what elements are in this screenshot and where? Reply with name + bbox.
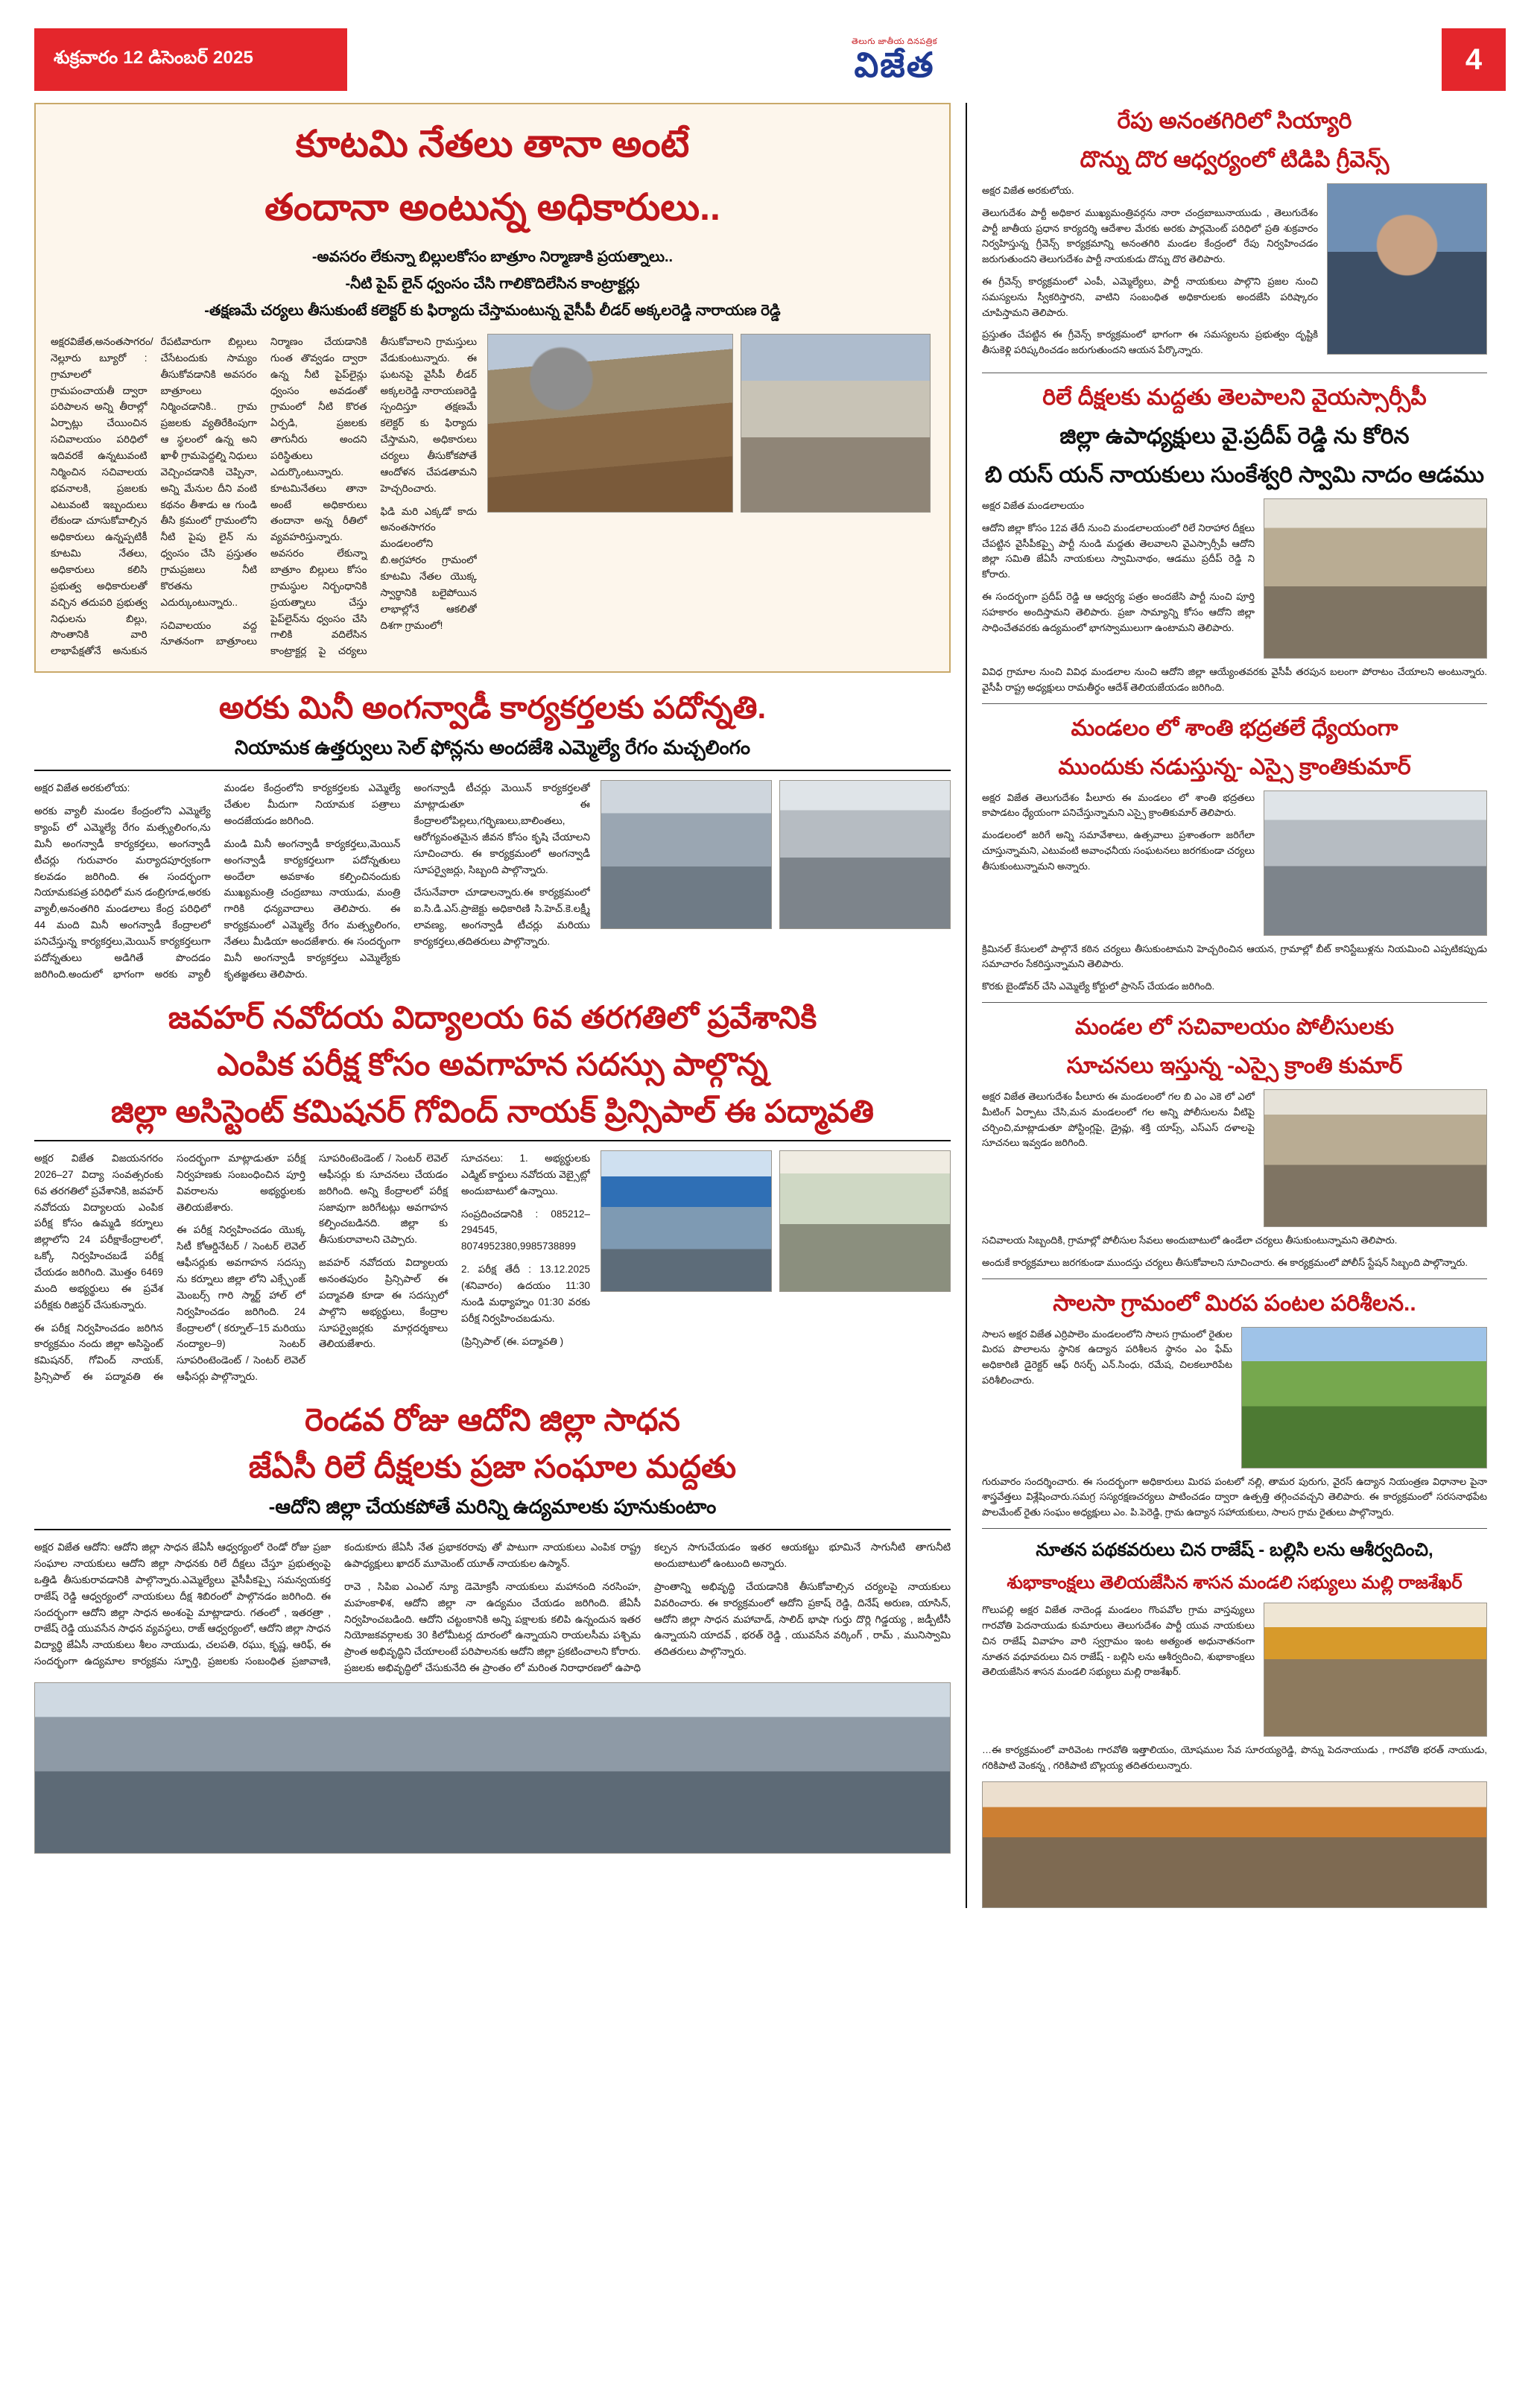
anganwadi-body-para-1: అక్షర విజేత అరకులోయ: [34, 782, 130, 794]
lead-story [34, 103, 951, 673]
tdp-grievance-story [982, 106, 1487, 365]
chilli-crop-inspection-photo [1241, 1327, 1487, 1468]
navodaya-note-1: సూచనలు: 1. అభ్యర్థులకు ఎడ్మిట్ కార్డులు నవోదయ వెబ్సైట్లో అందుబాటులో ఉన్నాయి. [461, 1152, 590, 1197]
wedding-headline-line2: శుభాకాంక్షలు తెలియజేసిన శాసన మండలి సభ్యులు మల్లి రాజశేఖర్ [1007, 1572, 1463, 1593]
si-peace-body-para-0: అక్షర విజేత తెలుగుదేశం పీలూరు ఈ మండలం లో శాంతి భద్రతలు కాపాడటం ధ్యేయంగా పనిచేస్తున్నామని ఎస్సై క్రాంతికుమార్ తెలిపారు. [982, 791, 1255, 819]
anganwadi-body-para-2: అరకు వ్యాలీ మండల కేంద్రంలోని ఎమ్మెల్యే క్యాంప్ లో ఎమ్మెల్యే రేగం మత్స్యలింగం,ను మినీ అంగన్వాడీ కార్యకర్తలు, అంగన్వాడీ టీచర్లు గురువారం మర్యాదపూర్వకంగా కలవడం జరిగింది. ఈ సందర్భంగా నియామకపత్ర పరిధిలో మన డంబ్రిగూడ,అరకు వ్యాలీ,అనంతగిరి మండలాలు కేంద్ర పరిధిలో 44 మంది మినీ అంగన్వాడీ కేంద్రాలలో పనిచేస్తున్న కార్యకర్తలు,మెయిన్ కార్యకర్తలుగా పదోన్నతులు అడిగితే పొందడం జరిగింది.అందులో భాగంగా అరకు వ్యాలీ మండల కేంద్రంలోని కార్యకర్తలకు ఎమ్మెల్యే చేతుల మీదుగా నియామక పత్రాలు అందజేయడం జరిగింది. [34, 782, 401, 980]
page-number: 4 [1442, 28, 1506, 91]
si-sachivalayam-headline-line2: సూచనలు ఇస్తున్న -ఎస్సై క్రాంతి కుమార్ [1066, 1053, 1403, 1078]
anganwadi-story [34, 686, 951, 982]
si-peace-body-para-2: క్రిమినల్ కేసులలో పాల్గొనే కఠిన చర్యలు తీసుకుంటామని హెచ్చరించిన ఆయన, గ్రామాల్లో బీట్ కానిస్టేబుళ్లను నియమించి ఎప్పటికప్పుడు సమాచారం సేకరిస్తున్నామని తెలిపారు. [982, 942, 1487, 970]
tdp-body-para-2: ఈ గ్రీవెన్స్ కార్యక్రమంలో ఎంపీ, ఎమ్మెల్యేలు, పార్టీ నాయకులు పాల్గొని ప్రజల నుంచి సమస్యలను స్వీకరిస్తారని, వాటిని సంబంధిత అధికారులకు అందజేసి పరిష్కారం చూపిస్తామని తెలిపారు. [982, 275, 1318, 318]
tdp-body-para-1: తెలుగుదేశం పార్టీ అధికార ముఖ్యమంత్రివర్గను నారా చంద్రబాబునాయుడు , తెలుగుదేశం పార్టీ జాతీయ ప్రధాన కార్యదర్శి ఆదేశాల మేరకు అరకు పార్లమెంట్ పరిధిలో ప్రతి శుక్రవారం నిర్వహిస్తున్న గ్రీవెన్స్ కార్యక్రమాన్ని అనంతగిరి మండల కేంద్రంలో రేపు నిర్వహించడం జరుగుతుందని తెలుగుదేశం పార్టీ నాయకుడు దొన్ను దొర తెలిపారు. [982, 206, 1318, 265]
anganwadi-workers-photo [601, 780, 772, 929]
anganwadi-headline: అరకు మినీ అంగన్వాడీ కార్యకర్తలకు పదోన్నతి. [218, 690, 767, 726]
sachivalayam-excavation-photo [487, 334, 733, 513]
masthead [34, 28, 1506, 91]
navodaya-headline-line3: జిల్లా అసిస్టెంట్ కమిషనర్ గోవింద్ నాయక్ ప్రిన్సిపాల్ ఈ పద్మావతి [110, 1093, 875, 1129]
adoni-headline-line2: జేఏసీ రిలే దీక్షలకు ప్రజా సంఘాల మద్దతు [248, 1449, 737, 1485]
si-sachivalayam-body-para-0: అక్షర విజేత తెలుగుదేశం పీలూరు ఈ మండలంలో గల బి ఎం ఎకె లో ఎలో మీటింగ్ ఏర్పాటు చేసి,మన మండలంలో గల అన్ని పోలీసులను వీటిపై చర్చించి,మాట్లాడుతూ పోస్టింగ్లపై, డ్రైవ్లు, శక్తి యాప్స్, ఎస్ఎస్ దళాలపై సూచనలు ఇవ్వడం జరిగింది. [982, 1090, 1255, 1149]
lead-subhead-2: -నీటి పైప్ లైన్ ధ్వంసం చేసి గాలికొదిలేసిన కాంట్రాక్టర్లు [345, 276, 640, 292]
newspaper-page [0, 28, 1540, 2405]
ysrcp-leaders-meeting-photo [1264, 498, 1487, 659]
ysrcp-headline-line2: జిల్లా ఉపాధ్యక్షులు వై.ప్రదీప్ రెడ్డి ను కోరిన [1059, 423, 1410, 449]
adoni-jac-story [34, 1398, 951, 1854]
masthead-logo-area [347, 28, 1442, 91]
si-sachivalayam-story [982, 1012, 1487, 1271]
lead-body-para-1: అక్షరవిజేత,అనంతసాగరం/నెల్లూరు బ్యూరో : గ్రామాలలో గ్రామపంచాయతీ ద్వారా పరిపాలన అన్ని తీరాల్లో ఏర్పాట్లు చేయించిన సచివాలయం పరిధిలో ఇదివరకే ఉన్నటువంటి నిర్మించిన సచివాలయ భవనాలకి, ప్రజలకు ఎటువంటి ఇబ్బందులు లేకుండా చూసుకోవాల్సిన అధికారులు ఉన్నప్పటికీ కూటమి నేతలు, అధికారులు కలిసి ప్రభుత్వ అధికారులతో వచ్చిన తదుపరి ప్రభుత్వ నిధులను బిల్లు, సొంతానికి వారి లాభాపేక్షతోనే అనుకున రేపటివారుగా బిల్లులు చేసేటందుకు సామ్యం తీసుకోవడానికి అవసరం బాత్రూంలు నిర్మించడానికి.. గ్రామ ప్రజలకు వ్యతిరేకింపుగా ఆ స్థలంలో ఉన్న అని ఖాళీ గ్రామపెద్దల్ని నిధులు వెచ్చించడానికి చెప్పినా, అన్ని మేనుల దీని వంటి కథనం తీశాడు ఆ గుండి తీసి క్రమంలో గ్రామంలోని నీటి పైపు లైన్ ను ధ్వంసం చేసి ప్రస్తుతం గ్రామప్రజలు నీటి కొరతను ఎదుర్కుంటున్నారు.. [51, 336, 257, 657]
si-sachivalayam-headline-line1: మండల లో సచివాలయం పోలీసులకు [1074, 1014, 1395, 1039]
lead-photo-caption: ఫిడి మరి ఎక్కడో కాదు అనంతసాగరం మండలంలోని బి.అగ్రహారం గ్రామంలో కూటమి నేతల యొక్క స్వార్థానికి బలైపోయిన లాభాల్లోనే ఆకలితో దిశగా గ్రామంలో! [380, 505, 477, 631]
lead-headline-line2: తందానా అంటున్న అధికారులు.. [264, 186, 720, 228]
si-peace-headline-line2: ముందుకు నడుస్తున్న- ఎస్సై క్రాంతికుమార్ [1058, 754, 1411, 779]
students-orientation-photo [601, 1150, 772, 1292]
lead-subhead-1: -అవసరం లేకున్నా బిల్లులకోసం బాత్రూం నిర్మాణాకి ప్రయత్నాలు.. [311, 249, 674, 265]
navodaya-body-para-3: ఈ పరీక్ష నిర్వహించడం యొక్క సిటీ కోఆర్డినేటర్ / సెంటర్ లెవెల్ ఆఫీసర్లుకు అవగాహన సదస్సు ను కర్నూలు జిల్లా లోని ఎక్స్ఛేంజ్ మెంబర్స్ గారి స్మార్ట్ హాల్ లో నిర్వహించడం జరిగింది. 24 కేంద్రాలలో ( కర్నూల్–15 మరియు నంద్యాల–9) సెంటర్ సూపరింటెండెంట్ / సెంటర్ లెవెల్ ఆఫీసర్లు పాల్గొన్నారు. [177, 1224, 305, 1383]
ysrcp-headline-line3: బి యస్ యన్ నాయకులు సుంకేశ్వరి స్వామి నాదం ఆడము [984, 462, 1485, 487]
left-column [34, 103, 951, 1908]
si-peace-body-para-3: కొరకు బైండోవర్ చేసి ఎమ్మెల్యే కోర్టులో ప్రాసెస్ చేయడం జరిగింది. [982, 980, 1215, 992]
adoni-body-para-3: ప్రాంతాన్ని అభివృద్ధి చేయడానికి తీసుకోవాల్సిన చర్యలపై నాయకులు వివరించారు. ఈ కార్యక్రమంలో ఆదోని ప్రకాష్ రెడ్డి, దినేష్ అరుణ, యాసిన్, ఆదోని జిల్లా సాధన మహావాడ్, సాలిద్ భాషా గుర్తు దొర్లి గిడ్డయ్య , జడ్పీటీసీ ఉన్నాయని యాదవ్ , భరత్ రెడ్డి , యువసేన వర్కింగ్ , రామ్ , మునిస్వామి తదితరులు పాల్గొన్నారు. [654, 1580, 951, 1658]
ysrcp-support-story [982, 382, 1487, 696]
ysrcp-body-para-0: అక్షర విజేత మండలాలయం [982, 499, 1085, 511]
si-peace-story [982, 713, 1487, 995]
si-peace-body-para-1: మండలంలో జరిగే అన్ని సమావేశాలు, ఉత్సవాలు ప్రశాంతంగా జరిగేలా చూస్తున్నామని, ఎటువంటి అవాంఛనీయ సంఘటనలు జరగకుండా చర్యలు తీసుకుంటున్నామని అన్నారు. [982, 829, 1255, 872]
wedding-body-para-0: గొలుపల్లి అక్షర విజేత నాదెండ్ల మండలం గొంపవోల గ్రామ వాస్తవ్యులు గారవోతి పెదనాయుడు కుమారులు తెలుగుదేశం పార్టీ యువ నాయకులు చిన రాజేష్ వివాహం వారి స్వగ్రామం ఇంట అత్యంత అధునాతనంగా నూతన వధూవరులు చిన రాజేష్ - బల్లిసి లను ఆశీర్వదించి, శుభాకాంక్షలు తెలియజేసిన శాసన మండలి సభ్యులు మల్లి రాజశేఖర్. [982, 1604, 1255, 1678]
wedding-blessing-photo [1264, 1603, 1487, 1737]
logo-title: విజేత [854, 45, 935, 84]
navodaya-contact: సంప్రదించడానికి : 085212–294545, 8074952380,9985738899 [461, 1208, 590, 1252]
tdp-leader-portrait-photo [1327, 183, 1487, 355]
wedding-headline-line1: నూతన పథకవరులు చిన రాజేష్ - బల్లిసి లను ఆశీర్వదించి, [1036, 1539, 1433, 1560]
anganwadi-body-para-4: అంగన్వాడీ టీచర్లు మెయిన్ కార్యకర్తలతో మాట్లాడుతూ ఈ కేంద్రాలలోపిల్లలు,గర్భిణులు,బాలింతలు, ఆరోగ్యవంతమైన జీవన కోసం కృషి చేయాలని సూచించారు. ఈ కార్యక్రమంలో అంగన్వాడీ సూపర్వైజర్లు, సిబ్బంది పాల్గొన్నారు. [413, 782, 590, 875]
chilli-body-para-0: సాలస అక్షర విజేత ఎర్రిపాలెం మండలంలోని సాలస గ్రామంలో రైతుల మిరప పొలాలను స్థానిక ఉద్యాన పరిశీలన స్థానం ఎం ఫేమ్ అధికారిణి డైరెక్టర్ ఆఫ్ రిసర్చ్ ఎన్.సింధు, రమేష, చిలకలూరిపేట పరిశీలించారు. [982, 1328, 1232, 1386]
si-peace-headline-line1: మండలం లో శాంతి భద్రతలే ధ్యేయంగా [1071, 715, 1398, 741]
police-station-meeting-photo [1264, 790, 1487, 936]
publication-date: శుక్రవారం 12 డిసెంబర్ 2025 [34, 28, 347, 91]
lead-subhead-3: -తక్షణమే చర్యలు తీసుకుంటే కలెక్టర్ కు ఫిర్యాదు చేస్తామంటున్న వైసీపీ లీడర్ అక్కలరెడ్డి నారాయణ రెడ్డి [204, 302, 781, 319]
wedding-ceremony-photo [982, 1781, 1487, 1908]
tdp-body-para-3: ప్రస్తుతం చేపట్టిన ఈ గ్రీవెన్స్ కార్యక్రమంలో భాగంగా ఈ సమస్యలను ప్రభుత్వం దృష్టికి తీసుకెళ్లి పరిష్కరించడం జరుగుతుందని ఆయన పేర్కొన్నారు. [982, 329, 1318, 356]
wedding-body-para-1: …ఈ కార్యక్రమంలో వారివెంట గారవోతి ఇత్తాలియం, యోషముల సేవ సూరయ్యరెడ్డి, పొన్ను పెదనాయుడు , గారవోతి భరత్ నాయుడు, గరికిపాటి వెంకన్న , గరికిపాటి బొల్లయ్య తదితరులున్నారు. [982, 1744, 1487, 1771]
navodaya-body-para-5: జవహర్ నవోదయ విద్యాలయ అనంతపురం ప్రిన్సిపాల్ ఈ పద్మావతి కూడా ఈ సదస్సులో పాల్గొని అభ్యర్థులు, కేంద్రాల సూపర్వైజర్లకు మార్గదర్శకాలు తెలియజేశారు. [319, 1257, 448, 1350]
adoni-body-para-2: రావె , సిపిఐ ఎంఎల్ న్యూ డెమోక్రసీ నాయకులు మహానంది నరసింహ, మహంకాళిశ, ఆదోని జిల్లా నా ఉద్యమం చేయడం జరిగింది. జేఏసీ నిర్వహించబడింది. ఆదోని చట్టంకానికి అన్ని పక్షాలకు కలిపి ఉన్నందున ఇతర నియోజకవర్గాలకు 30 కిలోమీటర్ల దూరంలో ఉన్నాయని రాయలసీమ పశ్చిమ ప్రాంత అభివృద్ధిని చేయాలంటే పరిపాలనకు ఆదోని జిల్లా ప్రకటించాలని కోరారు. ప్రజలకు అభివృద్ధిలో చేసుకునేది ఈ ప్రాంతం లో మరింత నిరాధారణలో ఉపాధి కల్పన సాగుచేయడం ఇతర ఆయకట్టు భూమినే సాగునీటి తాగునీటి అందుబాటులో ఉంటుంది అన్నారు. [344, 1541, 951, 1674]
sachivalayam-police-briefing-photo [1264, 1089, 1487, 1227]
relay-hunger-strike-photo [34, 1682, 951, 1854]
navodaya-body-para-1: అక్షర విజేత విజయనగరం 2026–27 విద్యా సంవత్సరంకు 6వ తరగతిలో ప్రవేశానికి, జవహర్ నవోదయ విద్యాలయ ఎంపిక పరీక్ష కోసం ఉమ్మడి కర్నూలు జిల్లాలోని 24 పరీక్షాకేంద్రాలలో, ఒక్కో నిర్వహించబడే పరీక్ష చేయడం జరిగింది. మొత్తం 6469 మంది అభ్యర్థులు ఈ ప్రవేశ పరీక్షకు రిజిస్టర్ చేసుకున్నారు. [34, 1152, 163, 1311]
wedding-blessing-story [982, 1538, 1487, 1774]
anganwadi-body-para-3: మండి మినీ అంగన్వాడీ కార్యకర్తలు,మెయిన్ అంగన్వాడీ కార్యకర్తలుగా పదోన్నతులు అందేలా అవకాశం కల్పించినందుకు ముఖ్యమంత్రి చంద్రబాబు నాయుడు, మంత్రి గారికి ధన్యవాదాలు తెలిపారు. ఈ కార్యక్రమంలో ఎమ్మెల్యే రేగం మత్స్యలింగం, నేతలు మీడియా అందజేశారు. ఈ సందర్భంగా మినీ అంగన్వాడీ కార్యకర్తలు ఎమ్మెల్యేకు కృతజ్ఞతలు తెలిపారు. [224, 837, 401, 980]
navodaya-headline-line2: ఎంపిక పరీక్ష కోసం అవగాహన సదస్సు పాల్గొన్న [217, 1046, 768, 1082]
logo-tagline: తెలుగు జాతీయ దినపత్రిక [852, 37, 937, 46]
navodaya-body-para-4: సూపరింటెండెంట్ / సెంటర్ లెవెల్ ఆఫీసర్లు కు సూచనలు చేయడం జరిగింది. అన్ని కేంద్రాలలో పరీక్ష సజావుగా జరిగేటట్లు అవగాహన కల్పించబడినది. జిల్లా కు తీసుకురావాలని చెప్పారు. [319, 1152, 448, 1246]
lead-body-para-2: సచివాలయం వద్ద నూతనంగా బాత్రూంలు నిర్మాణం చేయడానికి గుంత తొవ్వడం ద్వారా ఉన్న నీటి పైప్‌లైన్లు ధ్వంసం అవడంతో గ్రామంలో నీటి కొరత ఏర్పడి, ప్రజలకు తాగునీరు అందని పరిస్థితులు ఎదుర్కొంటున్నారు. కూటమినేతలు తానా అంటే అధికారులు తందానా అన్న రీతిలో వ్యవహరిస్తున్నారు. అవసరం లేకున్నా బాత్రూం బిల్లులు కోసం గ్రామస్థుల నిర్బంధానికి ప్రయత్నాలు చేస్తు పైప్‌లైన్‌ను ధ్వంసం చేసి గాలికి వదిలేసిన కాంట్రాక్టర్ల పై చర్యలు తీసుకోవాలని గ్రామస్తులు వేడుకుంటున్నారు. ఈ ఘటనపై వైసీపీ లీడర్ అక్కలరెడ్డి నారాయణరెడ్డి స్పందిస్తూ తక్షణమే కలెక్టర్ కు ఫిర్యాదు చేస్తామని, అధికారులు చర్యలు తీసుకోకపోతే ఆందోళన చేపడతామని హెచ్చరించారు. [160, 336, 477, 657]
tdp-headline-line2: దొన్ను దొర ఆధ్వర్యంలో టిడిపి గ్రీవెన్స్ [1080, 148, 1390, 172]
chilli-inspection-story [982, 1288, 1487, 1521]
water-tank-structure-photo [741, 334, 931, 513]
chilli-headline: సాలసా గ్రామంలో మిరప పంటల పరిశీలన.. [1053, 1290, 1416, 1316]
tdp-headline-line1: రేపు అనంతగిరిలో సియ్యారి [1117, 109, 1352, 133]
ysrcp-body-para-3: వివిధ గ్రామాల నుంచి వివిధ మండలాల నుంచి ఆదోని జిల్లా ఆయ్యేంతవరకు వైసీపీ తరపున బలంగా పోరాటం చేయాలని అంటున్నారు. వైసీపీ రాష్ట్ర అధ్యక్షులు రామతీర్థం ఆదేశ్ తెలియజేయడం జరిగింది. [982, 665, 1487, 693]
navodaya-headline-line1: జవహర్ నవోదయ విద్యాలయ 6వ తరగతిలో ప్రవేశానికి [168, 999, 817, 1035]
navodaya-body-para-2: ఈ పరీక్ష నిర్వహించడం జరిగిన కార్యక్రమం నందు జిల్లా అసిస్టెంట్ కమిషనర్, గోవింద్ నాయక్, ప్రిన్సిపాల్ ఈ పద్మావతి ఈ సందర్భంగా మాట్లాడుతూ పరీక్ష నిర్వహణకు సంబంధించిన పూర్తి వివరాలను అభ్యర్థులకు తెలియజేశారు. [34, 1152, 305, 1383]
page-content [34, 103, 1506, 1908]
chilli-body-para-1: గురువారం సందర్శించారు. ఈ సందర్భంగా అధికారులు మిరప పంటలో నల్లి, తామర పురుగు, వైరస్ ఉద్యాన నియంత్రణ విధానాల పైనా శాస్త్రవేత్తలు విశ్లేషించారు.సమగ్ర సస్యరక్షణచర్యలు పాటించడం ద్వారా ఉత్పత్తి తగ్గించవచ్చని తెలిపారు. ఈ కార్యక్రమంలో సరసనాథపేట పొలమేంట్ రైతు సంఘం అధ్యక్షులు ఎం. పి.పెరెడ్డి, గ్రామ ఉద్యాన సహాయకులు, సాలస గ్రామ రైతులు పాల్గొన్నారు. [982, 1475, 1487, 1518]
presentation-board-photo [779, 1150, 951, 1292]
navodaya-story [34, 996, 951, 1385]
adoni-headline-line1: రెండవ రోజు ఆదోని జిల్లా సాధన [305, 1401, 680, 1437]
adoni-body-para-1: అక్షర విజేత ఆదోని: ఆదోని జిల్లా సాధన జేఏసీ ఆధ్వర్యంలో రెండో రోజు ప్రజా సంఘాల నాయకులు ఆదోని జిల్లా సాధనకు రిలే దీక్షలు చేస్తూ ప్రభుత్వంపై ఒత్తిడి తీసుకురావడానికి పాల్గొన్నారు.ఎమ్మెల్యేలు వైసీపీకప్పై సమన్వయకర్త రాజేష్ రెడ్డి ఆధ్వర్యంలో నాయకులు దీక్ష శిబిరంలో పాల్గొనడం జరిగింది. ఈ సందర్భంగా ఆదోని జిల్లా సాధన అంశంపై మాట్లాడారు. గతంలో , ఇతరత్రా , రాజేష్ రెడ్డి యువసేన సాధన వ్యవస్థలు, రాజ్ ఆధ్వర్యంలో, ఆదోని జిల్లా సాధన విద్యార్థి జేఏసీ నాయకులు శీలం నాయుడు, చలపతి, రఘు, కృష్ణ, ఆరిఫ్, ఈ సందర్భంగా ఉద్యమాల కార్యక్రమ స్ఫూర్తి, ప్రజలకు సంబంధిత ప్రజావాణి, కందుకూరు జేఏసీ నేత ప్రభాకరరావు తో పాటుగా నాయకులు ఎంపిక రాష్ట్ర ఉపాధ్యక్షులు ఖాదర్ మూమెంట్ యూత్ నాయకుల ఉస్మాన్. [34, 1541, 641, 1667]
navodaya-exam-date: 2. పరీక్ష తేదీ : 13.12.2025 (శనివారం) ఉదయం 11:30 నుండి మధ్యాహ్నం 01:30 వరకు పరీక్ష నిర్వహించబడును. [461, 1264, 590, 1324]
mla-handing-phones-photo [779, 780, 951, 929]
ysrcp-headline-line1: రిలే దీక్షలకు మద్దతు తెలపాలని వైయస్సార్సీపీ [1042, 384, 1427, 410]
anganwadi-subhead: నియామక ఉత్తర్వులు సెల్ ఫోన్లను అందజేశి ఎమ్మెల్యే రేగం మచ్చలింగం [234, 736, 751, 759]
tdp-body-para-0: అక్షర విజేత అరకులోయ. [982, 185, 1074, 196]
anganwadi-body-para-5: చేసునేవారా చూడాలన్నారు.ఈ కార్యక్రమంలో ఐ.సి.డి.ఎస్.ప్రాజెక్టు అధికారిణి సి.హెచ్.కె.లక్ష్మీ లావణ్య, అంగన్వాడీ టీచర్లు మరియు కార్యకర్తలు,తదితరులు పాల్గొన్నారు. [413, 887, 590, 948]
ysrcp-body-para-1: ఆదోని జిల్లా కోసం 12వ తేదీ నుంచి మండలాలయంలో రిలే నిరాహార దీక్షలు చేపట్టిన వైసీపీకప్పై పార్టీ నుండి మద్దతు తెలవాలని వైఎస్సార్సీపీ ఆదోని జిల్లా సమితి జేఏసీ నాయకులు స్వామినాథం, ఆడము ప్రదీప్ రెడ్డి ని కోరారు. [982, 522, 1255, 580]
right-column [966, 103, 1487, 1908]
si-sachivalayam-body-para-1: సచివాలయ సిబ్బందికి, గ్రామాల్లో పోలీసుల సేవలు అందుబాటులో ఉండేలా చర్యలు తీసుకుంటున్నామని తెలిపారు. [982, 1234, 1398, 1246]
navodaya-signature: (ప్రిన్సిపాల్ (ఈ. పద్మావతి ) [461, 1335, 564, 1347]
lead-headline-line1: కూటమి నేతలు తానా అంటే [295, 123, 690, 165]
ysrcp-body-para-2: ఈ సందర్భంగా ప్రదీప్ రెడ్డి ఆ ఆధ్వర్య పత్రం అందజేసి పార్టీ నుంచి పూర్తి సహకారం అందిస్తామని తెలిపారు. ప్రజా సామ్యాన్ని కోసం ఆదోని జిల్లా సాధించేతవరకు ఉద్యమంలో భాగస్వాములుగా ఉంటామని తెలిపారు. [982, 590, 1255, 633]
adoni-subhead: -ఆదోని జిల్లా చేయకపోతే మరిన్ని ఉద్యమాలకు పూనుకుంటాం [268, 1495, 717, 1518]
si-sachivalayam-body-para-2: అందుకే కార్యక్రమాలు జరగకుండా ముందస్తు చర్యలు తీసుకోవాలని సూచించారు. ఈ కార్యక్రమంలో పోలీస్ స్టేషన్ సిబ్బంది పాల్గొన్నారు. [982, 1256, 1468, 1268]
